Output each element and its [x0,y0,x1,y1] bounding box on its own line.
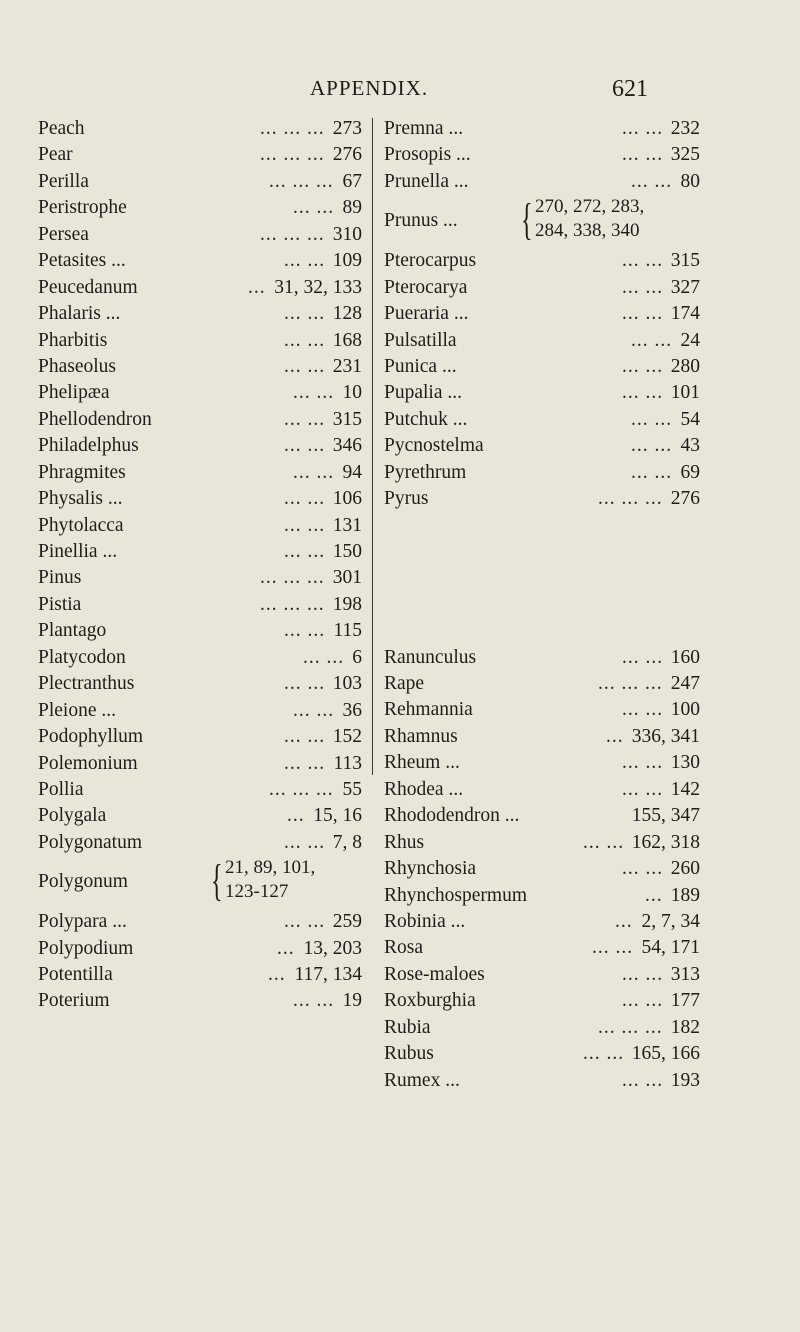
entry-page-ref: 31, 32, 133 [274,276,362,298]
entry-page-ref: 174 [670,303,700,325]
entry-term: Phelipæa [38,382,110,404]
index-entry [38,751,362,777]
index-entry [384,460,700,486]
index-entry [384,724,700,750]
entry-page-ref: 2, 7, 34 [641,910,700,932]
entry-term: Poterium [38,990,110,1012]
entry-page-ref: 43 [680,435,700,457]
leader-dots: ... [248,276,266,298]
entry-page-ref: 150 [332,541,362,562]
leader-dots: ... ... [622,1069,664,1091]
leader-dots: ... ... [303,646,345,668]
entry-term: Physalis ... [38,488,123,510]
index-entry [38,988,362,1014]
leader-dots: ... ... [622,858,664,880]
entry-page-ref: 327 [670,276,700,298]
index-entry [38,592,362,618]
entry-term: Pollia [38,778,84,800]
index-entry [384,1041,700,1067]
index-entry [38,565,362,591]
entry-term: Pyrethrum [384,461,467,483]
leader-dots: ... ... [583,831,625,853]
entry-term: Roxburghia [384,990,476,1012]
entry-page-ref: 6 [352,646,362,668]
entry-ref-line: 123-127 [225,881,289,903]
entry-page-ref: 36 [342,699,362,721]
column-divider [372,118,373,775]
entry-ref-line: 270, 272, 283, [535,196,645,218]
entry-term: Putchuk ... [384,408,468,430]
index-entry [38,222,362,248]
entry-page-ref: 155, 347 [631,805,700,827]
running-title: APPENDIX. [310,76,429,100]
entry-term: Rhynchospermum [384,884,527,906]
index-entry [38,407,362,433]
entry-page-ref: 100 [670,699,700,721]
index-entry [384,856,700,882]
leader-dots: ... ... ... [260,118,325,139]
entry-term: Rhus [384,831,425,853]
entry-term: Podophyllum [38,726,144,748]
leader-dots: ... ... [622,752,664,774]
entry-term: Pistia [38,593,82,615]
leader-dots: ... ... [284,752,326,774]
entry-term: Rehmannia [384,699,473,721]
index-entry [384,697,700,723]
leader-dots: ... ... ... [598,1016,663,1038]
entry-term: Rubus [384,1043,434,1065]
leader-dots: ... ... [284,911,326,933]
entry-term: Prunella ... [384,170,469,192]
leader-dots: ... ... [622,646,664,668]
index-entry [38,909,362,935]
leader-dots: ... ... [284,488,326,510]
leader-dots: ... ... [622,303,664,325]
entry-page-ref: 280 [670,355,700,377]
entry-term: Peach [38,118,85,139]
entry-page-ref: 10 [342,382,362,404]
index-entry [38,380,362,406]
entry-page-ref: 80 [680,170,700,192]
entry-term: Pear [38,144,73,166]
index-entry [38,513,362,539]
entry-page-ref: 177 [670,990,700,1012]
index-entry [38,195,362,221]
entry-page-ref: 273 [332,118,362,139]
index-entry [384,486,700,512]
leader-dots: ... ... [284,329,326,351]
entry-term: Polemonium [38,752,138,774]
entry-page-ref: 260 [670,858,700,880]
entry-term: Pharbitis [38,329,108,351]
entry-page-ref: 94 [342,461,362,483]
index-entry [38,116,362,142]
leader-dots: ... ... [284,303,326,325]
index-entry [384,645,700,671]
index-entry [384,328,700,354]
index-entry [38,142,362,168]
leader-dots: ... ... [284,673,326,695]
entry-page-ref: 106 [332,488,362,510]
entry-term: Pterocarpus [384,250,477,272]
leader-dots: ... ... ... [260,223,325,245]
index-entry [38,777,362,803]
index-entry [384,777,700,803]
leader-dots: ... ... [622,144,664,166]
leader-dots: ... ... [284,514,326,536]
entry-page-ref: 54 [680,408,700,430]
index-entry [38,671,362,697]
leader-dots: ... ... [583,1043,625,1065]
entry-term: Phaseolus [38,355,116,377]
leader-dots: ... ... [631,408,673,430]
entry-term: Plantago [38,620,107,642]
index-entry [38,248,362,274]
index-entry [38,354,362,380]
entry-term: Rhodea ... [384,778,464,800]
index-entry [38,301,362,327]
index-entry [384,142,700,168]
entry-term: Perilla [38,170,89,192]
index-entry [384,380,700,406]
entry-term: Peucedanum [38,276,138,298]
leader-dots: ... [606,725,624,747]
entry-page-ref: 313 [670,963,700,985]
entry-page-ref: 310 [332,223,362,245]
entry-term: Rape [384,673,425,695]
entry-ref-line: 284, 338, 340 [535,220,640,242]
entry-term: Rose-maloes [384,963,485,985]
entry-term: Pinus [38,567,82,589]
entry-term: Phragmites [38,461,126,483]
entry-page-ref: 128 [332,303,362,325]
entry-term: Robinia ... [384,910,466,932]
entry-term: Rhynchosia [384,858,477,880]
brace-glyph: { [521,195,533,245]
entry-page-ref: 55 [342,778,362,800]
index-entry [384,407,700,433]
leader-dots: ... ... [622,276,664,298]
entry-term: Ranunculus [384,646,477,668]
index-entry [38,830,362,856]
index-entry [38,169,362,195]
entry-term: Philadelphus [38,435,139,457]
index-entry [384,1068,700,1094]
entry-term: Rumex ... [384,1069,460,1091]
entry-page-ref: 182 [670,1016,700,1038]
index-entry [384,962,700,988]
entry-page-ref: 301 [332,567,362,589]
leader-dots: ... ... [284,355,326,377]
entry-page-ref: 69 [680,461,700,483]
entry-page-ref: 152 [332,726,362,748]
index-entry [384,830,700,856]
entry-page-ref: 115 [333,620,362,642]
index-entry [384,1015,700,1041]
index-entry [384,301,700,327]
index-entry [384,116,700,142]
entry-page-ref: 189 [670,884,700,906]
entry-term: Platycodon [38,646,126,668]
index-entry [38,698,362,724]
entry-page-ref: 117, 134 [294,964,362,986]
leader-dots: ... ... ... [260,144,325,166]
leader-dots: ... ... [293,699,335,721]
leader-dots: ... ... [631,170,673,192]
leader-dots: ... [645,884,663,906]
leader-dots: ... ... [631,461,673,483]
index-entry [38,486,362,512]
leader-dots: ... ... [284,620,326,642]
leader-dots: ... ... [284,250,326,272]
index-entry [384,248,700,274]
entry-page-ref: 103 [332,673,362,695]
entry-page-ref: 130 [670,752,700,774]
leader-dots: ... ... [622,699,664,721]
index-entry [384,275,700,301]
entry-page-ref: 160 [670,646,700,668]
section-gap [384,513,700,645]
entry-page-ref: 198 [332,593,362,615]
leader-dots: ... ... [631,329,673,351]
entry-term: Phellodendron [38,408,152,430]
leader-dots: ... ... [592,937,634,959]
entry-page-ref: 315 [670,250,700,272]
entry-page-ref: 168 [332,329,362,351]
entry-page-ref: 336, 341 [631,725,700,747]
index-entry [38,328,362,354]
entry-term: Rheum ... [384,752,460,774]
leader-dots: ... ... [293,382,335,404]
entry-term: Pueraria ... [384,303,469,325]
entry-term: Rosa [384,937,423,959]
entry-term: Polygala [38,805,107,827]
entry-term: Polygonatum [38,831,143,853]
entry-term: Phalaris ... [38,303,121,325]
brace-glyph: { [211,856,223,906]
leader-dots: ... ... [622,250,664,272]
leader-dots: ... ... [284,408,326,430]
entry-term: Pulsatilla [384,329,457,351]
leader-dots: ... ... [284,726,326,748]
index-entry [384,750,700,776]
leader-dots: ... ... ... [269,170,334,192]
leader-dots: ... ... [284,541,326,562]
index-entry [384,988,700,1014]
entry-term: Plectranthus [38,673,135,695]
index-entry [384,883,700,909]
entry-page-ref: 193 [670,1069,700,1091]
index-entry [384,195,700,248]
index-entry [38,460,362,486]
entry-term: Punica ... [384,355,457,377]
index-entry [384,433,700,459]
index-entry [384,803,700,829]
entry-page-ref: 165, 166 [631,1043,700,1065]
entry-page-ref: 162, 318 [631,831,700,853]
index-entry [38,618,362,644]
leader-dots: ... ... [293,197,335,219]
index-column-right [384,116,700,1094]
entry-term: Premna ... [384,118,464,139]
leader-dots: ... ... [284,831,326,853]
leader-dots: ... ... [622,963,664,985]
page-header [0,76,800,106]
entry-term: Pleione ... [38,699,116,721]
entry-page-ref: 7, 8 [332,831,362,853]
index-entry [38,856,362,909]
entry-term: Polypara ... [38,911,127,933]
entry-term: Prunus ... [384,210,458,232]
entry-page-ref: 231 [332,355,362,377]
entry-page-ref: 276 [670,488,700,510]
index-entry [384,935,700,961]
leader-dots: ... ... [293,461,335,483]
entry-term: Potentilla [38,964,113,986]
index-entry [38,803,362,829]
index-entry [384,909,700,935]
entry-page-ref: 24 [680,329,700,351]
entry-page-ref: 131 [332,514,362,536]
entry-page-ref: 113 [333,752,362,774]
index-entry [38,936,362,962]
index-entry [384,354,700,380]
entry-term: Pycnostelma [384,435,484,457]
entry-page-ref: 54, 171 [641,937,700,959]
entry-term: Persea [38,223,89,245]
entry-term: Peristrophe [38,197,127,219]
entry-page-ref: 89 [342,197,362,219]
index-entry [38,724,362,750]
index-entry [38,275,362,301]
index-entry [384,671,700,697]
entry-page-ref: 67 [342,170,362,192]
entry-page-ref: 109 [332,250,362,272]
page-number: 621 [612,76,648,102]
leader-dots: ... ... [293,990,335,1012]
index-entry [38,539,362,565]
entry-term: Polypodium [38,937,134,959]
leader-dots: ... ... [622,118,664,139]
entry-term: Rhododendron ... [384,805,520,827]
entry-page-ref: 142 [670,778,700,800]
entry-term: Prosopis ... [384,144,471,166]
leader-dots: ... ... [622,778,664,800]
leader-dots: ... ... [622,990,664,1012]
entry-page-ref: 247 [670,673,700,695]
leader-dots: ... ... [284,435,326,457]
entry-page-ref: 346 [332,435,362,457]
index-entry [38,962,362,988]
entry-ref-line: 21, 89, 101, [225,857,316,879]
index-entry [384,169,700,195]
entry-term: Phytolacca [38,514,124,536]
leader-dots: ... [268,964,286,986]
entry-term: Rhamnus [384,725,458,747]
entry-page-ref: 325 [670,144,700,166]
entry-term: Polygonum [38,871,128,893]
leader-dots: ... [615,910,633,932]
entry-term: Petasites ... [38,250,126,272]
leader-dots: ... ... [631,435,673,457]
leader-dots: ... ... [622,355,664,377]
index-entry [38,645,362,671]
index-entry [38,433,362,459]
entry-page-ref: 259 [332,911,362,933]
leader-dots: ... ... ... [269,778,334,800]
leader-dots: ... [277,937,295,959]
entry-term: Pterocarya [384,276,468,298]
leader-dots: ... ... ... [598,488,663,510]
index-column-left [38,116,362,1015]
entry-page-ref: 232 [670,118,700,139]
entry-page-ref: 276 [332,144,362,166]
entry-term: Pinellia ... [38,541,118,562]
entry-page-ref: 13, 203 [303,937,362,959]
entry-page-ref: 315 [332,408,362,430]
leader-dots: ... ... ... [598,673,663,695]
entry-page-ref: 15, 16 [313,805,362,827]
entry-term: Pupalia ... [384,382,462,404]
entry-page-ref: 19 [342,990,362,1012]
leader-dots: ... ... [622,382,664,404]
entry-term: Pyrus [384,488,429,510]
leader-dots: ... ... ... [260,593,325,615]
entry-term: Rubia [384,1016,431,1038]
leader-dots: ... [287,805,305,827]
leader-dots: ... ... ... [260,567,325,589]
entry-page-ref: 101 [670,382,700,404]
